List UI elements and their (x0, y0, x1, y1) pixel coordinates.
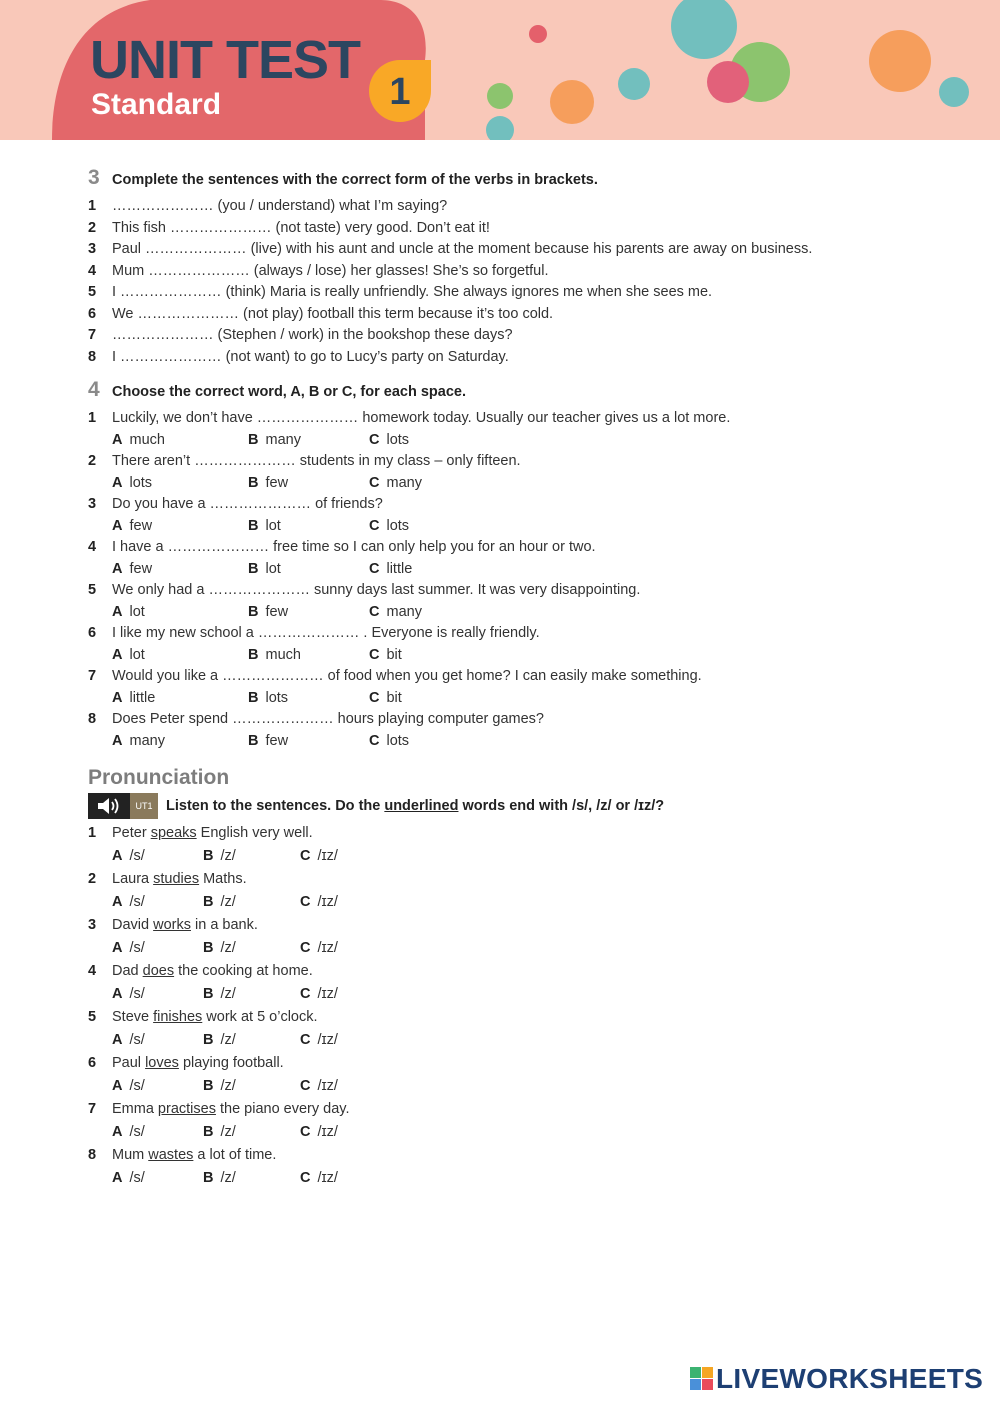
question-text: This fish ………………… (not taste) very good. Don’t eat it! (112, 219, 490, 236)
question-number: 6 (88, 625, 97, 641)
unit-number: 1 (389, 71, 411, 113)
unit-title: UNIT TEST (90, 30, 360, 90)
question-number: 2 (88, 453, 97, 469)
question-row (88, 709, 948, 731)
option-c[interactable]: C /ɪz/ (300, 848, 338, 864)
option-a[interactable]: A lot (112, 603, 145, 620)
bubble (487, 83, 513, 109)
question-row (88, 304, 948, 326)
question-text: There aren’t ………………… students in my class – only fifteen. (112, 453, 521, 469)
option-b[interactable]: B /z/ (203, 1124, 236, 1140)
question-row (88, 666, 948, 688)
option-c[interactable]: C many (369, 603, 422, 620)
liveworksheets-logo[interactable] (690, 1363, 983, 1395)
answer-options (88, 1167, 948, 1190)
option-a[interactable]: A /s/ (112, 894, 145, 910)
underlined-word: wastes (148, 1147, 194, 1163)
bubble (869, 30, 931, 92)
option-b[interactable]: B lot (248, 560, 281, 577)
question-number: 7 (88, 668, 97, 684)
question-number: 7 (88, 327, 97, 343)
option-c[interactable]: C /ɪz/ (300, 1170, 338, 1186)
question-row: 3 David works in a bank. (88, 917, 258, 933)
answer-options (88, 602, 948, 624)
bubble (529, 25, 547, 43)
option-c[interactable]: C lots (369, 431, 410, 448)
bubble (486, 116, 514, 140)
bubble (550, 80, 594, 124)
question-text: I ………………… (not want) to go to Lucy’s party on Saturday. (112, 348, 509, 365)
logo-icon (690, 1367, 714, 1391)
question-text: I like my new school a ………………… . Everyone is really friendly. (112, 625, 540, 641)
question-text: Mum ………………… (always / lose) her glasses! She’s so forgetful. (112, 262, 549, 279)
option-b[interactable]: B few (248, 603, 289, 620)
section-title: Pronunciation (88, 766, 230, 789)
option-a[interactable]: A /s/ (112, 1032, 145, 1048)
question-number: 4 (88, 262, 97, 279)
question-number: 1 (88, 410, 97, 426)
question-number: 8 (88, 348, 97, 365)
option-b[interactable]: B lot (248, 517, 281, 534)
option-c[interactable]: C /ɪz/ (300, 986, 338, 1002)
audio-track-code: UT1 (130, 793, 158, 819)
question-text: ………………… (you / understand) what I’m saying? (112, 198, 448, 214)
option-a[interactable]: A lots (112, 474, 153, 491)
question-text: I have a ………………… free time so I can only help you for an hour or two. (112, 539, 596, 555)
question-text: Luckily, we don’t have ………………… homework today. Usually our teacher gives us a lot more. (112, 410, 731, 426)
question-row (88, 239, 948, 261)
question-number: 2 (88, 219, 97, 236)
answer-options (88, 688, 948, 710)
answer-options (88, 1121, 948, 1144)
bubble (671, 0, 737, 59)
speaker-icon (88, 793, 130, 819)
underlined-word: loves (145, 1055, 179, 1071)
underlined-word: works (153, 917, 191, 933)
question-row (88, 451, 948, 473)
answer-options (88, 891, 948, 914)
underlined-word: speaks (150, 825, 197, 841)
question-row (88, 623, 948, 645)
question-row (88, 282, 948, 304)
answer-options (88, 1075, 948, 1098)
option-c[interactable]: C /ɪz/ (300, 894, 338, 910)
question-row (88, 325, 948, 347)
question-text: Paul ………………… (live) with his aunt and uncle at the moment because his parents are away on business. (112, 241, 813, 257)
header-banner (0, 0, 1000, 140)
question-row (88, 347, 948, 369)
exercise-3-items (88, 196, 948, 368)
question-number: 3 (88, 241, 97, 257)
option-b[interactable]: B few (248, 474, 289, 491)
exercise-3-header (88, 166, 948, 196)
option-c[interactable]: C /ɪz/ (300, 940, 338, 956)
option-b[interactable]: B /z/ (203, 986, 236, 1002)
option-c[interactable]: C lots (369, 732, 410, 749)
question-text: Would you like a ………………… of food when you get home? I can easily make something. (112, 668, 702, 684)
pronunciation-header (88, 790, 948, 822)
bubble (707, 61, 749, 103)
answer-options (88, 983, 948, 1006)
question-row: 7 Emma practises the piano every day. (88, 1101, 350, 1117)
option-b[interactable]: B /z/ (203, 848, 236, 864)
question-number: 6 (88, 305, 97, 322)
question-number: 8 (88, 711, 97, 727)
question-row (88, 494, 948, 516)
option-b[interactable]: B /z/ (203, 1170, 236, 1186)
question-number: 4 (88, 539, 97, 555)
option-b[interactable]: B lots (248, 689, 289, 706)
answer-options (88, 645, 948, 667)
question-text: Do you have a ………………… of friends? (112, 496, 383, 512)
answer-options (88, 559, 948, 581)
bubble (939, 77, 969, 107)
question-number: 3 (88, 496, 97, 512)
exercise-4-header (88, 378, 948, 408)
question-text: Does Peter spend ………………… hours playing computer games? (112, 711, 544, 727)
option-a[interactable]: A /s/ (112, 848, 145, 864)
underlined-word: practises (157, 1101, 216, 1117)
underlined-word: does (142, 963, 175, 979)
option-a[interactable]: A little (112, 689, 156, 706)
question-row (88, 196, 948, 218)
question-text: We ………………… (not play) football this term because it’s too cold. (112, 305, 554, 322)
option-c[interactable]: C bit (369, 689, 402, 706)
option-c[interactable]: C little (369, 560, 413, 577)
worksheet-content (88, 166, 948, 1190)
exercise-instruction: Listen to the sentences. Do the underlined words end with /s/, /z/ or /ɪz/? (166, 798, 665, 814)
underlined-word: finishes (153, 1009, 203, 1025)
question-row: 6 Paul loves playing football. (88, 1055, 284, 1071)
option-a[interactable]: A few (112, 560, 153, 577)
exercise-4-items (88, 408, 948, 752)
bubble (618, 68, 650, 100)
option-b[interactable]: B much (248, 646, 301, 663)
answer-options (88, 430, 948, 452)
option-b[interactable]: B /z/ (203, 1078, 236, 1094)
option-a[interactable]: A /s/ (112, 1170, 145, 1186)
answer-options (88, 731, 948, 753)
audio-button[interactable] (88, 793, 158, 819)
question-row (88, 218, 948, 240)
exercise-instruction: Complete the sentences with the correct form of the verbs in brackets. (112, 172, 598, 188)
exercise-number: 3 (88, 166, 100, 189)
question-row (88, 580, 948, 602)
pronunciation-items (88, 822, 948, 1190)
option-c[interactable]: C /ɪz/ (300, 1032, 338, 1048)
logo-text: LIVEWORKSHEETS (716, 1363, 984, 1394)
question-row: 4 Dad does the cooking at home. (88, 963, 313, 979)
question-row: 1 Peter speaks English very well. (88, 825, 313, 841)
option-b[interactable]: B many (248, 431, 301, 448)
option-a[interactable]: A /s/ (112, 986, 145, 1002)
option-a[interactable]: A many (112, 732, 165, 749)
question-row (88, 261, 948, 283)
option-a[interactable]: A much (112, 431, 165, 448)
unit-subtitle: Standard (91, 88, 222, 121)
question-text: We only had a ………………… sunny days last summer. It was very disappointing. (112, 582, 641, 598)
unit-number-badge (367, 58, 433, 124)
option-a[interactable]: A /s/ (112, 1078, 145, 1094)
question-row (88, 537, 948, 559)
question-number: 1 (88, 198, 97, 214)
option-c[interactable]: C /ɪz/ (300, 1078, 338, 1094)
option-a[interactable]: A few (112, 517, 153, 534)
option-a[interactable]: A /s/ (112, 940, 145, 956)
exercise-number: 4 (88, 378, 100, 401)
option-c[interactable]: C many (369, 474, 422, 491)
option-a[interactable]: A /s/ (112, 1124, 145, 1140)
option-c[interactable]: C bit (369, 646, 402, 663)
exercise-instruction: Choose the correct word, A, B or C, for each space. (112, 384, 466, 400)
option-b[interactable]: B /z/ (203, 940, 236, 956)
option-b[interactable]: B few (248, 732, 289, 749)
question-number: 5 (88, 582, 97, 598)
option-c[interactable]: C /ɪz/ (300, 1124, 338, 1140)
answer-options (88, 937, 948, 960)
question-row: 5 Steve finishes work at 5 o’clock. (88, 1009, 318, 1025)
question-number: 5 (88, 284, 97, 300)
option-b[interactable]: B /z/ (203, 894, 236, 910)
answer-options (88, 1029, 948, 1052)
question-row: 2 Laura studies Maths. (88, 871, 247, 887)
option-b[interactable]: B /z/ (203, 1032, 236, 1048)
question-text: I ………………… (think) Maria is really unfriendly. She always ignores me when she sees me. (112, 284, 713, 300)
option-c[interactable]: C lots (369, 517, 410, 534)
answer-options (88, 845, 948, 868)
answer-options (88, 516, 948, 538)
option-a[interactable]: A lot (112, 646, 145, 663)
question-text: ………………… (Stephen / work) in the bookshop these days? (112, 327, 513, 343)
question-row: 8 Mum wastes a lot of time. (88, 1147, 277, 1163)
answer-options (88, 473, 948, 495)
question-row (88, 408, 948, 430)
underlined-word: studies (153, 871, 200, 887)
